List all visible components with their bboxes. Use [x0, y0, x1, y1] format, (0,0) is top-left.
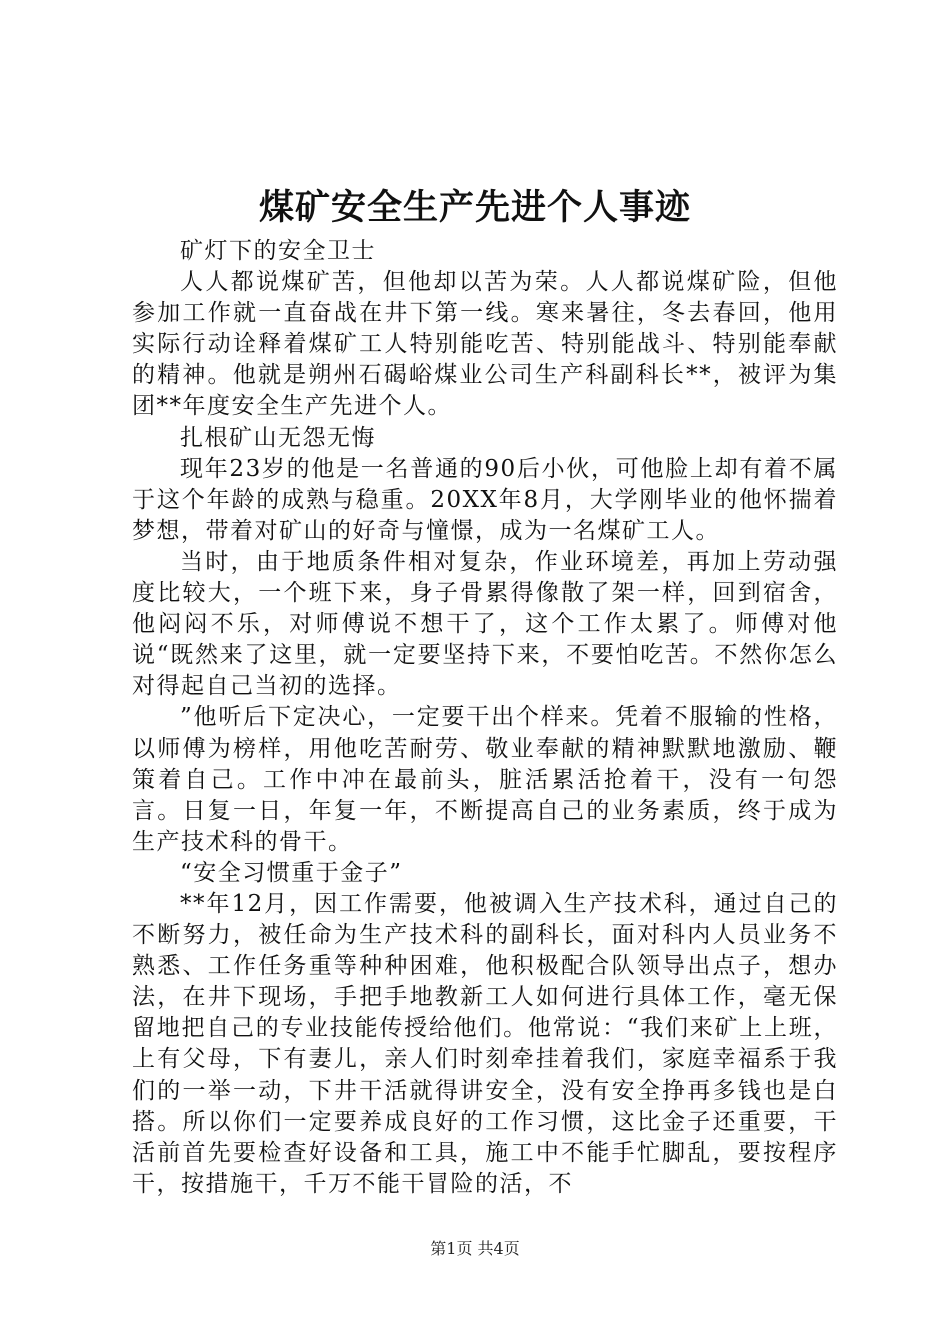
body-paragraph: ”他听后下定决心，一定要干出个样来。凭着不服输的性格，以师傅为榜样，用他吃苦耐劳、敬业奉献的精神默默地激励、鞭策着自己。工作中冲在最前头，脏活累活抢着干，没有一句怨言。日复一日，年复一年，不断提高自己的业务素质，终于成为生产技术科的骨干。: [132, 704, 838, 855]
section-heading: 矿灯下的安全卫士: [180, 238, 376, 264]
body-paragraph: 人人都说煤矿苦，但他却以苦为荣。人人都说煤矿险，但他参加工作就一直奋战在井下第一线。寒来暑往，冬去春回，他用实际行动诠释着煤矿工人特别能吃苦、特别能战斗、特别能奉献的精神。他就是朔州石碣峪煤业公司生产科副科长**，被评为集团**年度安全生产先进个人。: [132, 269, 838, 420]
document-body: [132, 236, 838, 1200]
body-paragraph: **年12月，因工作需要，他被调入生产技术科，通过自己的不断努力，被任命为生产技术科的副科长，面对科内人员业务不熟悉、工作任务重等种种困难，他积极配合队领导出点子，想办法，在井下现场，手把手地教新工人如何进行具体工作，毫无保留地把自己的专业技能传授给他们。他常说：“我们来矿上上班，上有父母，下有妻儿，亲人们时刻牵挂着我们，家庭幸福系于我们的一举一动，下井干活就得讲安全，没有安全挣再多钱也是白搭。所以你们一定要养成良好的工作习惯，这比金子还重要，干活前首先要检查好设备和工具，施工中不能手忙脚乱，要按程序干，按措施干，千万不能干冒险的活，不: [132, 890, 838, 1197]
body-paragraph: 现年23岁的他是一名普通的90后小伙，可他脸上却有着不属于这个年龄的成熟与稳重。20XX年8月，大学刚毕业的他怀揣着梦想，带着对矿山的好奇与憧憬，成为一名煤矿工人。: [132, 455, 838, 544]
page-number-footer: 第1页 共4页: [430, 1239, 520, 1258]
body-paragraph: 当时，由于地质条件相对复杂，作业环境差，再加上劳动强度比较大，一个班下来，身子骨累得像散了架一样，回到宿舍，他闷闷不乐，对师傅说不想干了，这个工作太累了。师傅对他说“既然来了这里，就一定要坚持下来，不要怕吃苦。不然你怎么对得起自己当初的选择。: [132, 548, 838, 700]
document-title: 煤矿安全生产先进个人事迹: [258, 187, 691, 228]
section-heading: 扎根矿山无怨无悔: [180, 424, 376, 451]
section-heading: “安全习惯重于金子”: [180, 859, 403, 886]
